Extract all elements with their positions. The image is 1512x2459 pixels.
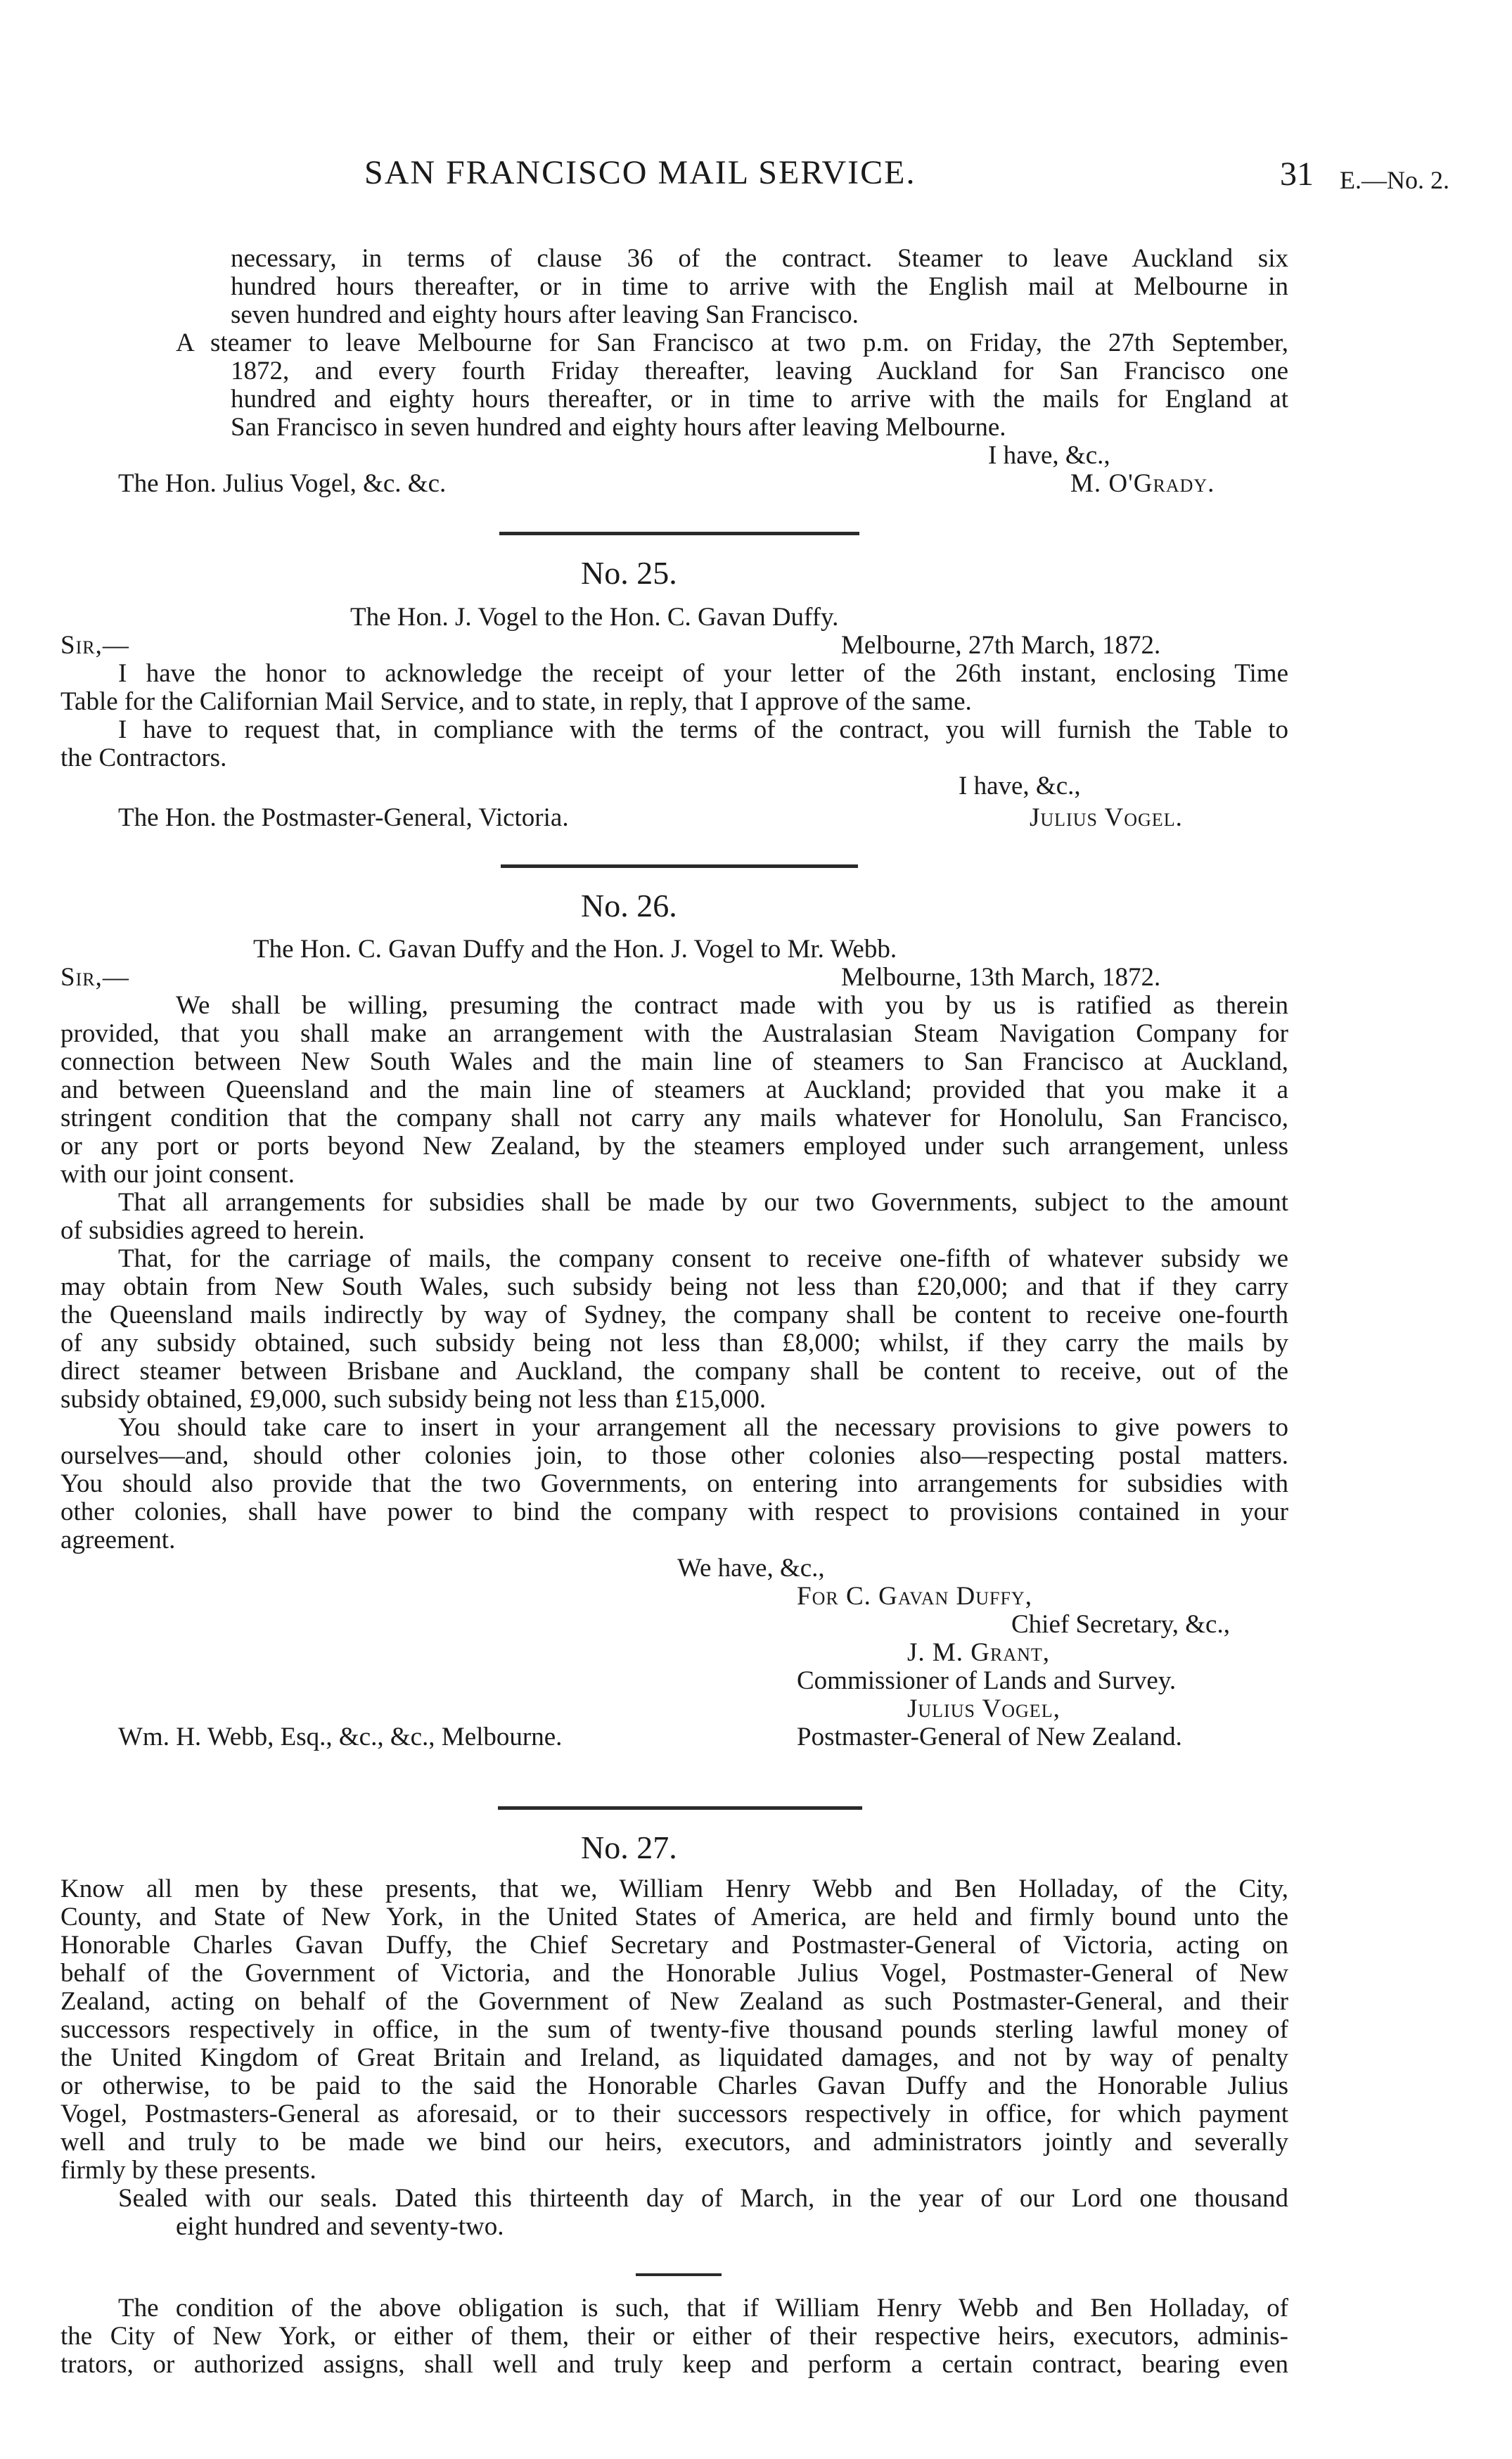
letter-date: Melbourne, 13th March, 1872. [841, 963, 1161, 992]
text-line: We shall be willing, presuming the contract made with you by us is ratified as therein [176, 991, 1288, 1020]
text-line: direct steamer between Brisbane and Auckland, the company shall be content to receive, out of the [60, 1357, 1288, 1386]
divider-rule [498, 1806, 862, 1810]
text-line: Know all men by these presents, that we, William Henry Webb and Ben Holladay, of the City, [60, 1874, 1288, 1903]
text-line: Sealed with our seals. Dated this thirteenth day of March, in the year of our Lord one thousand [118, 2184, 1288, 2213]
addressee: Wm. H. Webb, Esq., &c., &c., Melbourne. [118, 1723, 563, 1751]
signatory-line: Commissioner of Lands and Survey. [797, 1666, 1177, 1695]
text-line: Honorable Charles Gavan Duffy, the Chief Secretary and Postmaster-General of Victoria, acting on [60, 1931, 1288, 1960]
signatory-line: Julius Vogel, [907, 1694, 1061, 1723]
letter-date: Melbourne, 27th March, 1872. [841, 631, 1161, 660]
text-line: may obtain from New South Wales, such subsidy being not less than £20,000; and that if they carry [60, 1272, 1288, 1301]
text-line: You should also provide that the two Governments, on entering into arrangements for subsidies with [60, 1469, 1288, 1498]
closing: I have, &c., [988, 441, 1110, 470]
document-reference: E.—No. 2. [1340, 166, 1449, 194]
text-line: hundred and eighty hours thereafter, or in time to arrive with the mails for England at [231, 385, 1288, 414]
text-line: or otherwise, to be paid to the said the Honorable Charles Gavan Duffy and the Honorable Julius [60, 2071, 1288, 2100]
text-line: necessary, in terms of clause 36 of the contract. Steamer to leave Auckland six [231, 244, 1288, 273]
signatory-line: J. M. Grant, [907, 1638, 1051, 1667]
short-divider-rule [636, 2273, 722, 2276]
signature: Julius Vogel. [1030, 803, 1183, 832]
signatory-line: Chief Secretary, &c., [1011, 1610, 1230, 1639]
text-line: stringent condition that the company shall not carry any mails whatever for Honolulu, San Francisco, [60, 1104, 1288, 1132]
text-line: That, for the carriage of mails, the company consent to receive one-fifth of whatever subsidy we [118, 1244, 1288, 1273]
text-line: ourselves—and, should other colonies join, to those other colonies also—respecting postal matters. [60, 1441, 1288, 1470]
text-line: the City of New York, or either of them, their or either of their respective heirs, executors, adminis- [60, 2322, 1288, 2351]
text-line: You should take care to insert in your arrangement all the necessary provisions to give powers to [118, 1413, 1288, 1442]
text-line: agreement. [60, 1526, 176, 1554]
text-line: Table for the Californian Mail Service, and to state, in reply, that I approve of the same. [60, 687, 972, 716]
text-line: 1872, and every fourth Friday thereafter, leaving Auckland for San Francisco one [231, 357, 1288, 385]
text-line: I have to request that, in compliance with the terms of the contract, you will furnish the Table to [118, 715, 1288, 744]
closing: I have, &c., [959, 772, 1081, 800]
letter-number-heading: No. 26. [581, 888, 677, 924]
text-line: provided, that you shall make an arrangement with the Australasian Steam Navigation Company for [60, 1019, 1288, 1048]
text-line: trators, or authorized assigns, shall well and truly keep and perform a certain contract, bearing even [60, 2350, 1288, 2379]
letter-number-heading: No. 27. [581, 1829, 677, 1865]
text-line: hundred hours thereafter, or in time to arrive with the English mail at Melbourne in [231, 272, 1288, 301]
text-line: firmly by these presents. [60, 2156, 316, 2185]
text-line: connection between New South Wales and the main line of steamers to San Francisco at Auckland, [60, 1047, 1288, 1076]
letter-subtitle: The Hon. J. Vogel to the Hon. C. Gavan Duffy. [350, 603, 839, 632]
text-line: successors respectively in office, in the sum of twenty-five thousand pounds sterling lawful money of [60, 2015, 1288, 2044]
text-line: well and truly to be made we bind our heirs, executors, and administrators jointly and severally [60, 2128, 1288, 2157]
closing: We have, &c., [677, 1554, 825, 1583]
text-line: other colonies, shall have power to bind the company with respect to provisions contained in your [60, 1497, 1288, 1526]
signatory-line: For C. Gavan Duffy, [797, 1582, 1032, 1611]
text-line: The condition of the above obligation is such, that if William Henry Webb and Ben Holladay, of [118, 2294, 1288, 2323]
divider-rule [501, 864, 858, 868]
text-line: Vogel, Postmasters-General as aforesaid, or to their successors respectively in office, for which payment [60, 2100, 1288, 2128]
text-line: the Queensland mails indirectly by way of Sydney, the company shall be content to receive one-fourth [60, 1301, 1288, 1329]
text-line: County, and State of New York, in the United States of America, are held and firmly bound unto the [60, 1903, 1288, 1931]
text-line: A steamer to leave Melbourne for San Francisco at two p.m. on Friday, the 27th September, [176, 328, 1288, 357]
addressee: The Hon. Julius Vogel, &c. &c. [118, 469, 447, 498]
salutation: Sir,— [60, 631, 129, 660]
text-line: eight hundred and seventy-two. [176, 2212, 504, 2241]
letter-number-heading: No. 25. [581, 555, 677, 591]
text-line: the Contractors. [60, 743, 227, 772]
text-line: or any port or ports beyond New Zealand, by the steamers employed under such arrangement, unless [60, 1132, 1288, 1161]
text-line: That all arrangements for subsidies shall be made by our two Governments, subject to the amount [118, 1188, 1288, 1217]
page-number: 31 [1280, 155, 1314, 193]
text-line: seven hundred and eighty hours after leaving San Francisco. [231, 300, 859, 329]
addressee: The Hon. the Postmaster-General, Victoria. [118, 803, 569, 832]
text-line: Zealand, acting on behalf of the Government of New Zealand as such Postmaster-General, and their [60, 1987, 1288, 2016]
letter-subtitle: The Hon. C. Gavan Duffy and the Hon. J. Vogel to Mr. Webb. [253, 935, 897, 964]
signature: M. O'Grady. [1070, 469, 1215, 498]
running-head-title: SAN FRANCISCO MAIL SERVICE. [364, 154, 916, 191]
text-line: of subsidies agreed to herein. [60, 1216, 365, 1245]
text-line: San Francisco in seven hundred and eighty hours after leaving Melbourne. [231, 413, 1006, 442]
text-line: and between Queensland and the main line of steamers at Auckland; provided that you make it a [60, 1075, 1288, 1104]
text-line: of any subsidy obtained, such subsidy being not less than £8,000; whilst, if they carry the mails by [60, 1329, 1288, 1358]
divider-rule [499, 532, 859, 535]
signatory-line: Postmaster-General of New Zealand. [797, 1723, 1182, 1751]
text-line: the United Kingdom of Great Britain and Ireland, as liquidated damages, and not by way of penalty [60, 2043, 1288, 2072]
text-line: with our joint consent. [60, 1160, 295, 1189]
text-line: subsidy obtained, £9,000, such subsidy being not less than £15,000. [60, 1385, 767, 1414]
text-line: I have the honor to acknowledge the receipt of your letter of the 26th instant, enclosing Time [118, 659, 1288, 688]
salutation: Sir,— [60, 963, 129, 992]
text-line: behalf of the Government of Victoria, and the Honorable Julius Vogel, Postmaster-General of New [60, 1959, 1288, 1988]
